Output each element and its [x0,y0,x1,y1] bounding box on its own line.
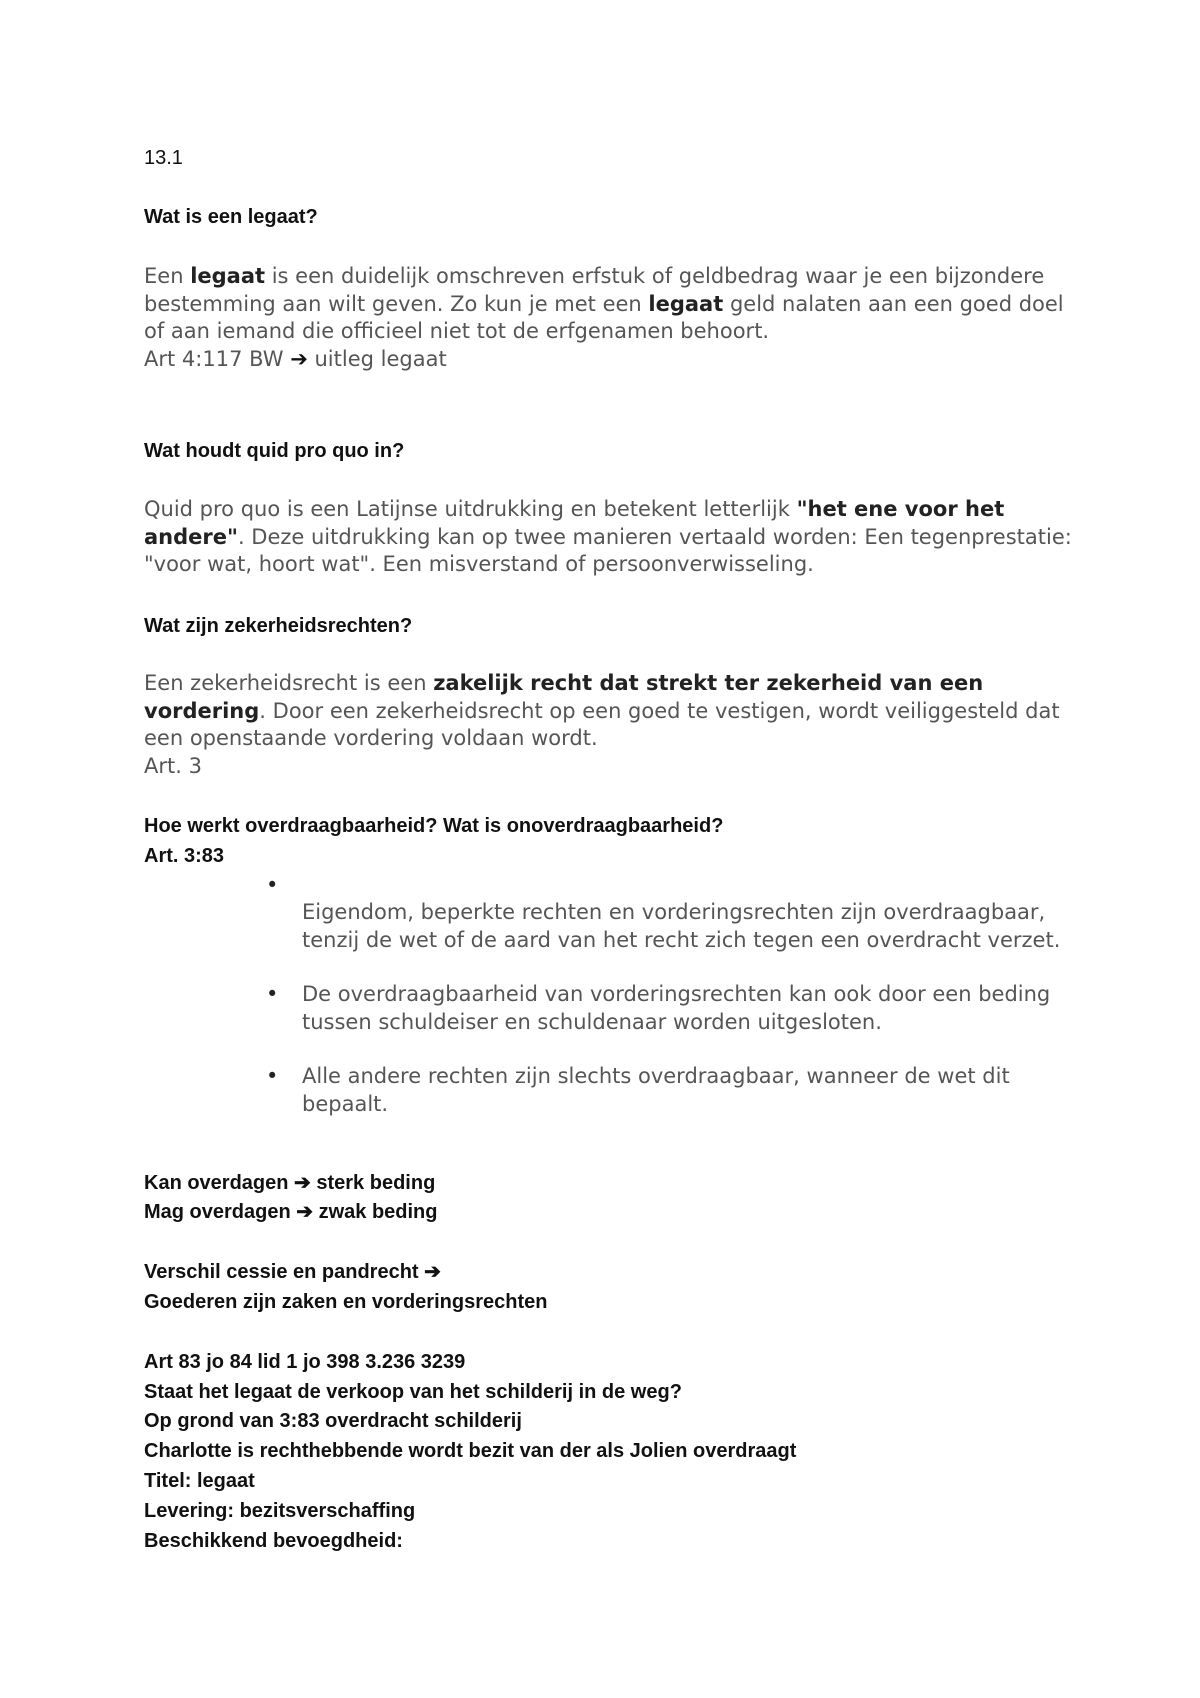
question-heading-zekerheidsrechten: Wat zijn zekerheidsrechten? [144,615,413,637]
text: Een [144,264,191,288]
text: geld nalaten aan een goed doel of aan iemand die officieel niet tot de erfgenamen behoort. [144,291,1064,343]
note-line: Levering: bezitsverschaffing [144,1500,416,1522]
text: Een zekerheidsrecht is een [144,671,434,695]
arrow-right-icon: ➔ [424,1261,441,1283]
paragraph-quid-pro-quo [144,496,1074,579]
bold-term: zakelijk recht dat strekt ter zekerheid van een vordering [144,671,984,723]
text: zwak beding [313,1201,438,1223]
note-line: Art 83 jo 84 lid 1 jo 398 3.236 3239 [144,1351,466,1373]
text: uitleg legaat [307,346,447,371]
paragraph-legaat [144,263,1074,373]
bullet-icon: • [266,873,279,897]
article-reference: Art. 3 [144,753,202,778]
text: Kan overdagen [144,1172,295,1194]
text: Mag overdagen [144,1201,297,1223]
arrow-right-icon: ➔ [290,346,308,371]
note-line: Charlotte is rechthebbende wordt bezit van der als Jolien overdraagt [144,1440,797,1462]
arrow-right-icon: ➔ [294,1172,311,1194]
text: Quid pro quo is een Latijnse uitdrukking en betekent letterlijk [144,497,797,521]
bold-term: "het ene voor het andere" [144,497,1005,549]
list-item [266,872,1066,899]
bold-term: legaat [648,291,724,316]
note-mag-overdragen [144,1198,438,1227]
text: . Door een zekerheidsrecht op een goed te vestigen, wordt veiliggesteld dat een openstaande vordering voldaan wordt. [144,698,1060,750]
bullet-icon: • [266,982,279,1006]
arrow-right-icon: ➔ [296,1201,314,1223]
list-item [266,981,1066,1036]
list-item-text: Eigendom, beperkte rechten en vorderingsrechten zijn overdraagbaar, tenzij de wet of de aard van het recht zich tegen een overdracht verzet. [302,900,1061,952]
list-item-text: Alle andere rechten zijn slechts overdraagbaar, wanneer de wet dit bepaalt. [302,1064,1010,1116]
paragraph-zekerheidsrechten [144,670,1074,780]
note-line: Staat het legaat de verkoop van het schilderij in de weg? [144,1381,682,1403]
list-item [266,1063,1066,1118]
article-reference: Art 4:117 BW [144,346,291,371]
note-line: Titel: legaat [144,1470,255,1492]
article-reference-3-83: Art. 3:83 [144,845,225,867]
text: . Deze uitdrukking kan op twee manieren vertaald worden: Een tegenprestatie: "voor wat, hoort wat". Een misverstand of persoonverwisseling. [144,524,1072,576]
section-number: 13.1 [144,147,183,169]
bold-term: legaat [190,264,266,288]
question-heading-quid-pro-quo: Wat houdt quid pro quo in? [144,440,405,462]
note-goederen: Goederen zijn zaken en vorderingsrechten [144,1291,548,1313]
text: sterk beding [310,1172,436,1194]
note-line: Op grond van 3:83 overdracht schilderij [144,1410,522,1432]
note-line: Beschikkend bevoegdheid: [144,1530,403,1552]
note-verschil-cessie [144,1258,441,1287]
question-heading-legaat: Wat is een legaat? [144,206,318,228]
list-item [266,899,1066,954]
text: is een duidelijk omschreven erfstuk of geldbedrag waar je een bijzondere bestemming aan wilt geven. Zo kun je met een [144,264,1045,316]
bullet-icon: • [266,1064,279,1088]
note-kan-overdragen [144,1169,435,1198]
question-heading-overdraagbaarheid: Hoe werkt overdraagbaarheid? Wat is onoverdraagbaarheid? [144,815,724,837]
bullet-list [266,872,1066,1118]
text: Verschil cessie en pandrecht [144,1261,425,1283]
list-item-text: De overdraagbaarheid van vorderingsrechten kan ook door een beding tussen schuldeiser en schuldenaar worden uitgesloten. [302,982,1051,1034]
